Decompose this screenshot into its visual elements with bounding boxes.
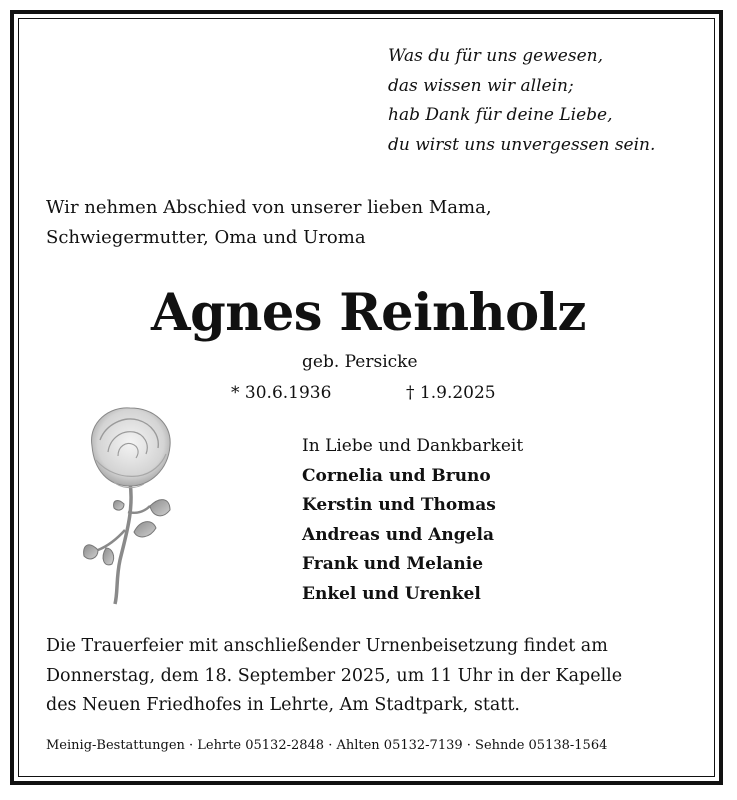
service-line: Die Trauerfeier mit anschließender Urnenbeisetzung findet am [46,636,608,656]
death-date: † 1.9.2025 [406,383,496,403]
intro-text [46,193,492,253]
mourners-lead: In Liebe und Dankbarkeit [302,436,524,456]
mourner-family: Cornelia und Bruno [302,465,491,486]
intro-line: Wir nehmen Abschied von unserer lieben Mama, [46,197,492,218]
service-details [46,632,622,721]
rose-icon [78,400,178,605]
poem [388,42,655,160]
birth-date: * 30.6.1936 [231,383,332,403]
deceased-name: Agnes Reinholz [151,283,586,343]
funeral-home-footer: Meinig-Bestattungen · Lehrte 05132-2848 · Ahlten 05132-7139 · Sehnde 05138-1564 [46,738,608,753]
poem-line: das wissen wir allein; [388,75,574,96]
mourner-family: Enkel und Urenkel [302,583,481,604]
mourner-family: Andreas und Angela [302,524,494,545]
intro-line: Schwiegermutter, Oma und Uroma [46,227,366,248]
poem-line: du wirst uns unvergessen sein. [388,134,656,155]
service-line: des Neuen Friedhofes in Lehrte, Am Stadtpark, statt. [46,695,520,715]
poem-line: hab Dank für deine Liebe, [388,105,613,125]
service-line: Donnerstag, dem 18. September 2025, um 11 Uhr in der Kapelle [46,665,623,686]
mourner-family: Kerstin und Thomas [302,495,496,516]
maiden-name: geb. Persicke [302,352,418,372]
poem-line: Was du für uns gewesen, [388,46,603,66]
mourners-list [302,432,523,610]
mourner-family: Frank und Melanie [302,554,484,575]
